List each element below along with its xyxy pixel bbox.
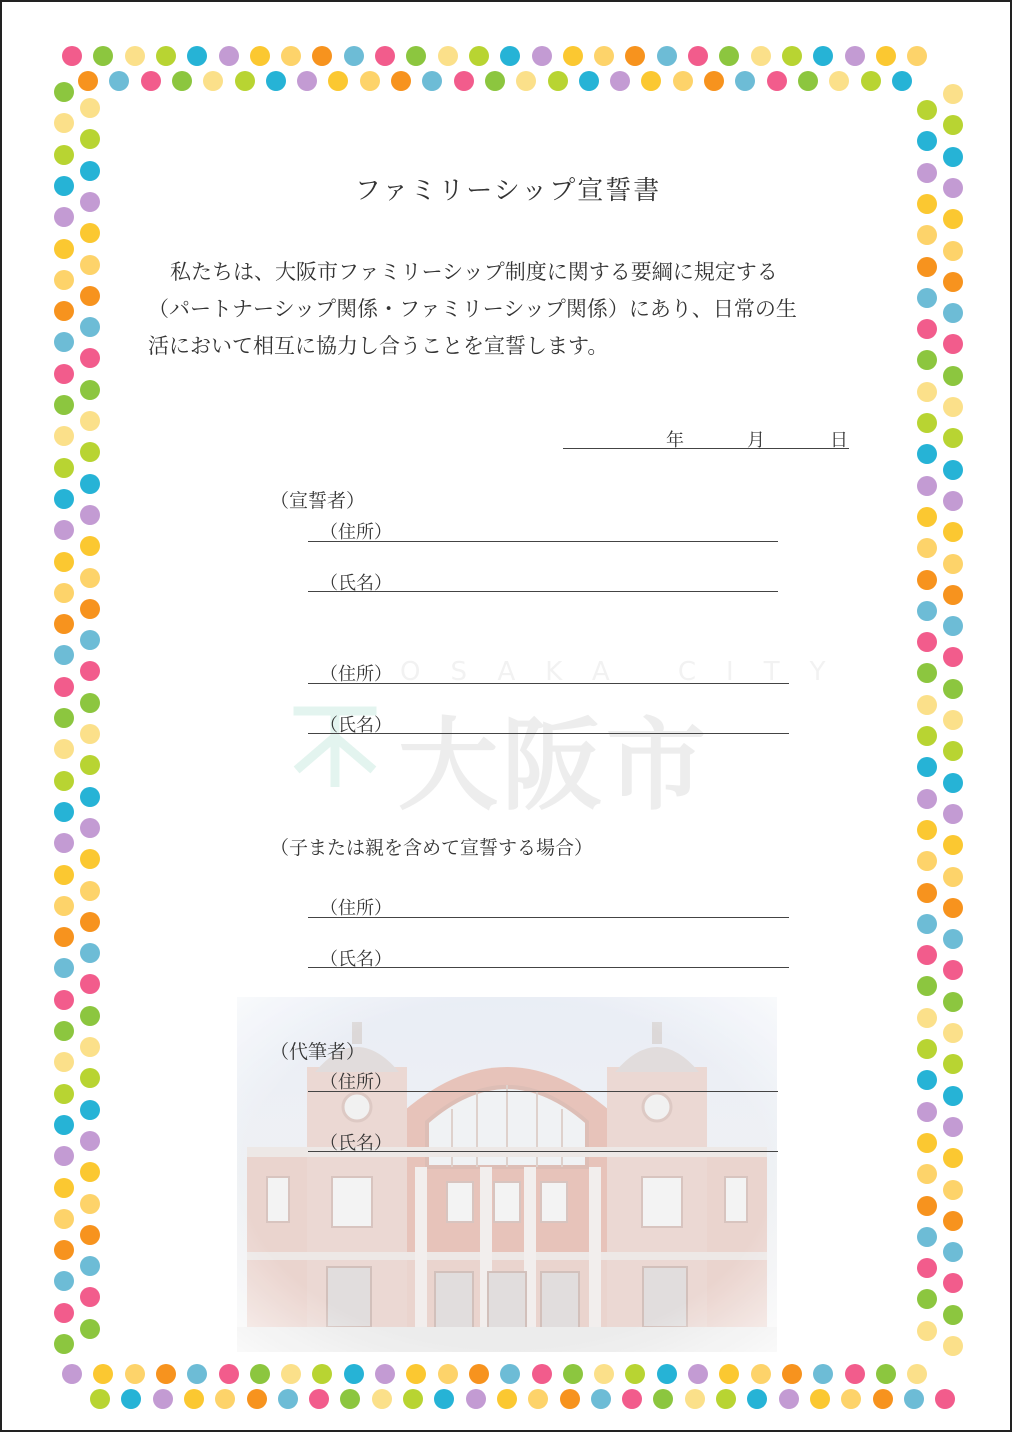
border-dot xyxy=(78,71,98,91)
border-dot xyxy=(917,288,937,308)
border-dot xyxy=(54,771,74,791)
border-dot xyxy=(943,272,963,292)
border-dot xyxy=(943,397,963,417)
border-dot xyxy=(917,1102,937,1122)
border-dot xyxy=(594,1364,614,1384)
border-dot xyxy=(943,616,963,636)
border-dot xyxy=(579,71,599,91)
border-dot xyxy=(54,1271,74,1291)
border-dot xyxy=(943,241,963,261)
border-dot xyxy=(548,71,568,91)
border-dot xyxy=(935,1389,955,1409)
border-dot xyxy=(560,1389,580,1409)
border-dot xyxy=(943,647,963,667)
border-dot xyxy=(281,46,301,66)
border-dot xyxy=(943,491,963,511)
border-dot xyxy=(80,1068,100,1088)
border-dot xyxy=(203,71,223,91)
border-dot xyxy=(80,1256,100,1276)
border-dot xyxy=(841,1389,861,1409)
declarant-2-address-label: （住所） xyxy=(320,664,392,685)
child-parent-name-field[interactable] xyxy=(308,967,789,968)
border-dot xyxy=(917,507,937,527)
border-dot xyxy=(80,442,100,462)
border-dot xyxy=(80,380,100,400)
border-dot xyxy=(54,583,74,603)
border-dot xyxy=(372,1389,392,1409)
border-dot xyxy=(54,239,74,259)
border-dot xyxy=(782,1364,802,1384)
border-dot xyxy=(80,98,100,118)
border-dot xyxy=(917,1196,937,1216)
border-dot xyxy=(54,364,74,384)
border-dot xyxy=(80,1287,100,1307)
pledge-line: 活において相互に協力し合うことを宣誓します。 xyxy=(148,334,609,358)
document-title: ファミリーシップ宣誓書 xyxy=(354,176,662,206)
border-dot xyxy=(917,476,937,496)
pledge-line: 私たちは、大阪市ファミリーシップ制度に関する要綱に規定する xyxy=(170,260,778,284)
border-dot xyxy=(54,1084,74,1104)
border-dot xyxy=(121,1389,141,1409)
border-dot xyxy=(466,1389,486,1409)
border-dot xyxy=(422,71,442,91)
border-dot xyxy=(438,1364,458,1384)
border-dot xyxy=(943,710,963,730)
border-dot xyxy=(54,458,74,478)
border-dot xyxy=(917,444,937,464)
border-dot xyxy=(904,1389,924,1409)
border-dot xyxy=(80,474,100,494)
date-month-label: 月 xyxy=(747,430,765,451)
border-dot xyxy=(80,255,100,275)
border-dot xyxy=(943,804,963,824)
border-dot xyxy=(943,992,963,1012)
border-dot xyxy=(917,538,937,558)
border-dot xyxy=(93,1364,113,1384)
border-dot xyxy=(917,976,937,996)
border-dot xyxy=(876,46,896,66)
border-dot xyxy=(829,71,849,91)
border-dot xyxy=(943,585,963,605)
border-dot xyxy=(340,1389,360,1409)
declarant-1-name-label: （氏名） xyxy=(320,573,392,594)
border-dot xyxy=(93,46,113,66)
watermark-roman-text: OSAKA CITY xyxy=(400,657,856,687)
border-dot xyxy=(716,1389,736,1409)
border-dot xyxy=(80,348,100,368)
border-dot xyxy=(54,708,74,728)
border-dot xyxy=(500,46,520,66)
border-dot xyxy=(892,71,912,91)
border-dot xyxy=(563,46,583,66)
border-dot xyxy=(751,46,771,66)
border-dot xyxy=(917,1258,937,1278)
border-dot xyxy=(80,1162,100,1182)
border-dot xyxy=(943,773,963,793)
border-dot xyxy=(80,505,100,525)
border-dot xyxy=(54,927,74,947)
border-dot xyxy=(610,71,630,91)
border-dot xyxy=(54,1146,74,1166)
border-dot xyxy=(434,1389,454,1409)
border-dot xyxy=(54,1052,74,1072)
border-dot xyxy=(80,1131,100,1151)
border-dot xyxy=(54,270,74,290)
border-dot xyxy=(80,1319,100,1339)
border-dot xyxy=(516,71,536,91)
border-dot xyxy=(943,554,963,574)
border-dot xyxy=(312,46,332,66)
border-dot xyxy=(943,741,963,761)
border-dot xyxy=(80,818,100,838)
border-dot xyxy=(943,84,963,104)
border-dot xyxy=(54,489,74,509)
border-dot xyxy=(54,802,74,822)
border-dot xyxy=(266,71,286,91)
border-dot xyxy=(80,1225,100,1245)
border-dot xyxy=(943,428,963,448)
border-dot xyxy=(454,71,474,91)
border-dot xyxy=(751,1364,771,1384)
date-day-label: 日 xyxy=(830,430,848,451)
proxy-heading: （代筆者） xyxy=(270,1041,366,1063)
border-dot xyxy=(54,1334,74,1354)
border-dot xyxy=(141,71,161,91)
border-dot xyxy=(813,1364,833,1384)
border-dot xyxy=(917,131,937,151)
border-dot xyxy=(219,46,239,66)
border-dot xyxy=(156,1364,176,1384)
border-dot xyxy=(943,460,963,480)
border-dot xyxy=(917,726,937,746)
border-dot xyxy=(917,820,937,840)
border-dot xyxy=(80,411,100,431)
border-dot xyxy=(80,317,100,337)
border-dot xyxy=(943,1117,963,1137)
border-dot xyxy=(54,833,74,853)
border-dot xyxy=(917,1227,937,1247)
date-year-label: 年 xyxy=(666,430,684,451)
proxy-name-field[interactable] xyxy=(308,1151,778,1152)
border-dot xyxy=(54,82,74,102)
border-dot xyxy=(172,71,192,91)
border-dot xyxy=(767,71,787,91)
border-dot xyxy=(873,1389,893,1409)
border-dot xyxy=(917,570,937,590)
border-dot xyxy=(657,1364,677,1384)
border-dot xyxy=(54,1209,74,1229)
border-dot xyxy=(80,223,100,243)
border-dot xyxy=(54,520,74,540)
border-dot xyxy=(80,693,100,713)
border-dot xyxy=(80,1037,100,1057)
border-dot xyxy=(943,303,963,323)
border-dot xyxy=(500,1364,520,1384)
border-dot xyxy=(54,990,74,1010)
border-dot xyxy=(54,395,74,415)
border-dot xyxy=(156,46,176,66)
border-dot xyxy=(673,71,693,91)
border-dot xyxy=(344,46,364,66)
border-dot xyxy=(917,663,937,683)
watermark-kanji-text: 大阪市 xyxy=(398,707,710,824)
child-parent-address-label: （住所） xyxy=(320,898,392,919)
border-dot xyxy=(917,319,937,339)
border-dot xyxy=(532,46,552,66)
border-dot xyxy=(54,1240,74,1260)
border-dot xyxy=(54,677,74,697)
border-dot xyxy=(125,1364,145,1384)
border-dot xyxy=(344,1364,364,1384)
border-dot xyxy=(54,145,74,165)
border-dot xyxy=(309,1389,329,1409)
border-dot xyxy=(943,1180,963,1200)
border-dot xyxy=(943,1242,963,1262)
border-dot xyxy=(109,71,129,91)
border-dot xyxy=(943,898,963,918)
border-dot xyxy=(917,851,937,871)
border-dot xyxy=(187,46,207,66)
border-dot xyxy=(90,1389,110,1409)
border-dot xyxy=(685,1389,705,1409)
border-dot xyxy=(943,147,963,167)
border-dot xyxy=(917,382,937,402)
border-dot xyxy=(907,46,927,66)
border-dot xyxy=(591,1389,611,1409)
border-dot xyxy=(641,71,661,91)
border-dot xyxy=(54,1021,74,1041)
border-dot xyxy=(943,1023,963,1043)
border-dot xyxy=(215,1389,235,1409)
border-dot xyxy=(54,865,74,885)
border-dot xyxy=(845,46,865,66)
border-dot xyxy=(917,1164,937,1184)
border-dot xyxy=(250,46,270,66)
border-dot xyxy=(528,1389,548,1409)
border-dot xyxy=(80,1100,100,1120)
border-dot xyxy=(943,209,963,229)
border-dot xyxy=(917,945,937,965)
border-dot xyxy=(54,896,74,916)
declarant-1-address-field[interactable] xyxy=(308,541,778,542)
border-dot xyxy=(54,332,74,352)
border-dot xyxy=(391,71,411,91)
border-dot xyxy=(688,1364,708,1384)
border-dot xyxy=(943,1273,963,1293)
border-dot xyxy=(917,695,937,715)
border-dot xyxy=(563,1364,583,1384)
border-dot xyxy=(943,960,963,980)
border-dot xyxy=(80,787,100,807)
border-dot xyxy=(907,1364,927,1384)
border-dot xyxy=(403,1389,423,1409)
border-dot xyxy=(438,46,458,66)
border-dot xyxy=(80,724,100,744)
border-dot xyxy=(278,1389,298,1409)
border-dot xyxy=(594,46,614,66)
border-dot xyxy=(917,757,937,777)
proxy-address-field[interactable] xyxy=(308,1091,778,1092)
border-dot xyxy=(54,301,74,321)
border-dot xyxy=(219,1364,239,1384)
border-dot xyxy=(80,286,100,306)
border-dot xyxy=(917,225,937,245)
border-dot xyxy=(80,129,100,149)
border-dot xyxy=(917,632,937,652)
border-dot xyxy=(917,1039,937,1059)
border-dot xyxy=(80,1006,100,1026)
border-dot xyxy=(943,679,963,699)
border-dot xyxy=(943,1054,963,1074)
child-parent-heading: （子または親を含めて宣誓する場合） xyxy=(270,837,594,859)
border-dot xyxy=(917,1133,937,1153)
border-dot xyxy=(917,413,937,433)
border-dot xyxy=(917,350,937,370)
border-dot xyxy=(485,71,505,91)
border-dot xyxy=(917,1008,937,1028)
border-dot xyxy=(943,1305,963,1325)
border-dot xyxy=(54,207,74,227)
border-dot xyxy=(80,849,100,869)
border-dot xyxy=(943,1211,963,1231)
border-dot xyxy=(312,1364,332,1384)
border-dot xyxy=(328,71,348,91)
border-dot xyxy=(779,1389,799,1409)
border-dot xyxy=(719,1364,739,1384)
border-dot xyxy=(497,1389,517,1409)
border-dot xyxy=(625,1364,645,1384)
border-dot xyxy=(943,334,963,354)
border-dot xyxy=(943,1336,963,1356)
border-dot xyxy=(917,883,937,903)
border-dot xyxy=(360,71,380,91)
border-dot xyxy=(54,739,74,759)
border-dot xyxy=(80,599,100,619)
child-parent-name-label: （氏名） xyxy=(320,949,392,970)
border-dot xyxy=(281,1364,301,1384)
border-dot xyxy=(80,974,100,994)
border-dot xyxy=(125,46,145,66)
border-dot xyxy=(235,71,255,91)
border-dot xyxy=(943,867,963,887)
border-dot xyxy=(861,71,881,91)
border-dot xyxy=(54,552,74,572)
declarant-1-name-field[interactable] xyxy=(308,591,778,592)
border-dot xyxy=(917,257,937,277)
border-dot xyxy=(54,958,74,978)
proxy-name-label: （氏名） xyxy=(320,1133,392,1154)
declarant-2-name-field[interactable] xyxy=(308,733,789,734)
declarant-2-address-field[interactable] xyxy=(308,683,789,684)
border-dot xyxy=(187,1364,207,1384)
border-dot xyxy=(917,100,937,120)
border-dot xyxy=(469,1364,489,1384)
border-dot xyxy=(625,46,645,66)
border-dot xyxy=(917,1321,937,1341)
border-dot xyxy=(943,1148,963,1168)
border-dot xyxy=(184,1389,204,1409)
border-dot xyxy=(375,46,395,66)
declarant-2-name-label: （氏名） xyxy=(320,715,392,736)
border-dot xyxy=(657,46,677,66)
border-dot xyxy=(80,536,100,556)
border-dot xyxy=(80,568,100,588)
border-dot xyxy=(297,71,317,91)
border-dot xyxy=(653,1389,673,1409)
border-dot xyxy=(54,1115,74,1135)
border-dot xyxy=(917,1289,937,1309)
border-dot xyxy=(688,46,708,66)
pledge-paragraph xyxy=(148,254,878,365)
border-dot xyxy=(80,912,100,932)
child-parent-address-field[interactable] xyxy=(308,917,789,918)
border-dot xyxy=(62,1364,82,1384)
border-dot xyxy=(406,1364,426,1384)
border-dot xyxy=(54,113,74,133)
border-dot xyxy=(80,881,100,901)
border-dot xyxy=(54,1303,74,1323)
border-dot xyxy=(80,943,100,963)
border-dot xyxy=(54,614,74,634)
border-dot xyxy=(943,522,963,542)
border-dot xyxy=(798,71,818,91)
border-dot xyxy=(845,1364,865,1384)
border-dot xyxy=(810,1389,830,1409)
border-dot xyxy=(943,115,963,135)
border-dot xyxy=(54,645,74,665)
border-dot xyxy=(943,835,963,855)
border-dot xyxy=(719,46,739,66)
border-dot xyxy=(62,46,82,66)
border-dot xyxy=(704,71,724,91)
border-dot xyxy=(917,914,937,934)
border-dot xyxy=(735,71,755,91)
border-dot xyxy=(943,1086,963,1106)
border-dot xyxy=(917,789,937,809)
border-dot xyxy=(782,46,802,66)
proxy-address-label: （住所） xyxy=(320,1072,392,1093)
pledge-line: （パートナーシップ関係・ファミリーシップ関係）にあり、日常の生 xyxy=(148,297,797,321)
border-dot xyxy=(622,1389,642,1409)
border-dot xyxy=(80,661,100,681)
border-dot xyxy=(54,426,74,446)
border-dot xyxy=(943,929,963,949)
border-dot xyxy=(250,1364,270,1384)
border-dot xyxy=(747,1389,767,1409)
border-dot xyxy=(247,1389,267,1409)
border-dot xyxy=(375,1364,395,1384)
declarant-heading: （宣誓者） xyxy=(270,490,366,512)
declarant-1-address-label: （住所） xyxy=(320,522,392,543)
border-dot xyxy=(469,46,489,66)
border-dot xyxy=(80,1194,100,1214)
border-dot xyxy=(406,46,426,66)
border-dot xyxy=(813,46,833,66)
border-dot xyxy=(917,1070,937,1090)
border-dot xyxy=(532,1364,552,1384)
border-dot xyxy=(80,755,100,775)
border-dot xyxy=(54,1178,74,1198)
border-dot xyxy=(876,1364,896,1384)
border-dot xyxy=(943,366,963,386)
border-dot xyxy=(153,1389,173,1409)
border-dot xyxy=(917,601,937,621)
border-dot xyxy=(80,630,100,650)
date-field-line[interactable] xyxy=(563,448,849,449)
